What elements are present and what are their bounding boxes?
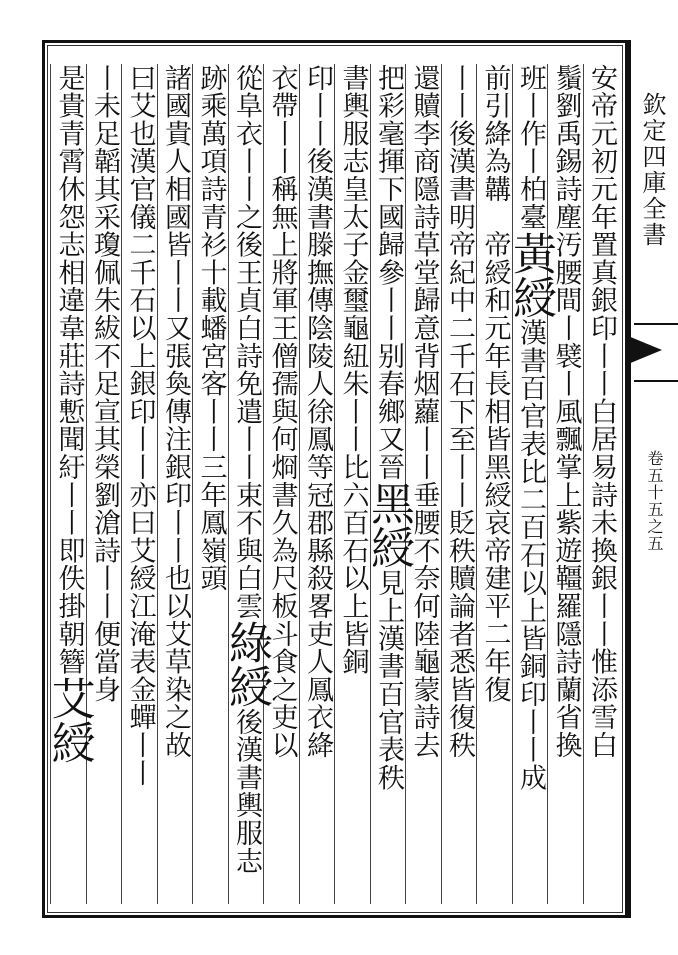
text-run: 漢書百官表比二百石以上皆銅印丨丨成 [515, 318, 546, 792]
text-run: 跡乘萬項詩青衫十載蟠宮客丨丨三年鳳嶺頭 [195, 64, 227, 593]
text-run: 從阜衣丨丨之後王貞白詩免遣丨丨束不與白雲 [231, 64, 262, 620]
text-run: 是貴青霄休怨志相違韋莊詩慙聞紆丨丨即佚掛朝簪 [53, 64, 85, 676]
column-text [43, 64, 95, 904]
text-column [43, 64, 95, 904]
text-column [192, 64, 228, 904]
text-run: 前引絳為韝 帝綬和元年長相皆黑綬哀帝建平二年復 [479, 64, 511, 704]
column-text [221, 64, 272, 904]
text-column [299, 64, 335, 904]
text-run: 鬚劉禹錫詩塵汚腰間丨襞丨風飄掌上紫遊韁羅隱詩蘭省換 [550, 64, 582, 759]
column-text [442, 64, 478, 904]
column-text [505, 64, 556, 904]
text-column [263, 64, 299, 904]
column-text [584, 64, 620, 904]
text-column [363, 64, 414, 904]
text-run: 後漢書輿服志 [231, 708, 262, 875]
text-run: 安帝元初元年置真銀印丨丨白居易詩未換銀丨丨惟添雪白 [586, 64, 617, 759]
text-run: 丨丨後漢書明帝紀中二千石下至丨丨貶秩贖論者悉皆復秩 [444, 64, 475, 759]
text-run: 見上漢書百官表秩 [373, 569, 404, 792]
text-column [157, 64, 193, 904]
fish-tail-mark [628, 336, 662, 364]
column-text [193, 64, 229, 904]
entry-heading: 艾綬 [43, 675, 95, 764]
column-text [264, 64, 300, 904]
text-column [505, 64, 556, 904]
column-text [122, 64, 158, 904]
fish-tail-line-bottom [634, 380, 678, 382]
text-run: 印丨丨後漢書滕撫傳陰陵人徐鳳等冠郡縣殺畧吏人鳳衣絳 [302, 64, 333, 759]
column-text [477, 64, 513, 904]
text-run: 把彩毫揮下國歸參丨丨别春鄉又晉 [373, 64, 404, 481]
column-text [158, 64, 194, 904]
column-text [548, 64, 584, 904]
volume-number: 卷五十五之五 [645, 450, 664, 552]
text-run: 諸國貴人相國皆丨丨又張奐傳注銀印丨丨也以艾草染之故 [160, 64, 191, 759]
text-column [441, 64, 477, 904]
fish-tail-line-top [634, 323, 678, 325]
text-column [583, 64, 619, 904]
column-text [335, 64, 371, 904]
entry-heading: 黑綬 [363, 481, 414, 569]
text-column [121, 64, 157, 904]
margin-column [628, 40, 678, 918]
text-run: 班丨作丨柏臺 [515, 64, 546, 231]
text-run: 衣帶丨丨稱無上將軍王僧孺與何烱書久為尺板斗食之吏以 [266, 64, 298, 759]
text-run: 丨未足韜其采瓊佩朱紱不足宣其榮劉滄詩丨丨便當身 [89, 64, 120, 704]
text-column [547, 64, 583, 904]
column-text [87, 64, 123, 904]
text-run: 曰艾也漢官儀二千石以上銀印丨丨亦曰艾綬江淹表金蟬丨丨 [124, 64, 156, 787]
text-column [86, 64, 122, 904]
entry-heading: 綠綬 [221, 620, 272, 708]
book-title: 欽定四庫全書 [638, 92, 666, 248]
text-column [334, 64, 370, 904]
text-column [476, 64, 512, 904]
column-text [363, 64, 414, 904]
margin-rule [628, 40, 631, 918]
entry-heading: 黃綬 [505, 230, 556, 319]
text-run: 書輿服志皇太子金璽龜紐朱丨丨比六百石以上皆銅 [337, 64, 369, 676]
column-text [300, 64, 336, 904]
text-run: 還贖李商隱詩草堂歸意背烟蘿丨丨垂腰不奈何陸龜蒙詩去 [408, 64, 440, 759]
text-column [221, 64, 272, 904]
